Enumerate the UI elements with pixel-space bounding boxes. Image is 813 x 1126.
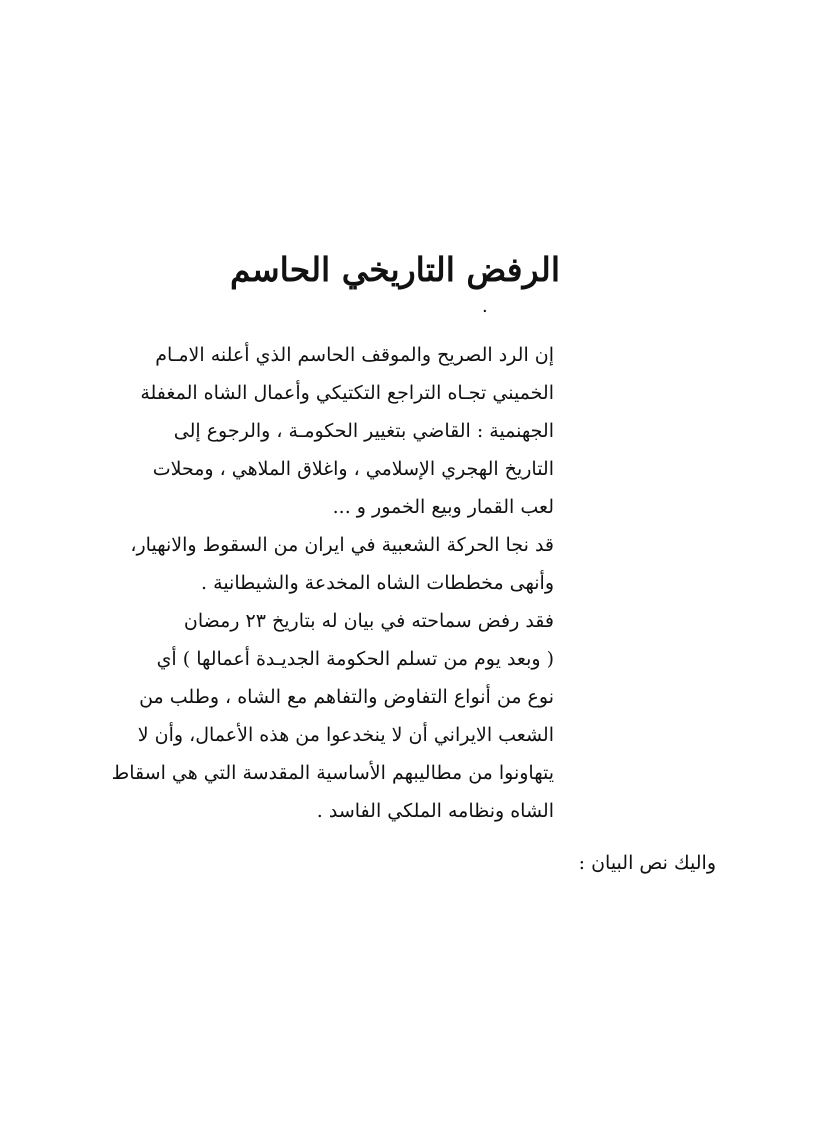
dot-mark: ٠ [480,300,490,321]
text-line: إن الرد الصريح والموقف الحاسم الذي أعلنه الامـام [155,344,554,366]
text-line: يتهاونوا من مطاليبهم الأساسية المقدسة التي هي اسقاط [111,762,554,784]
closing-line: واليك نص البيان : [578,852,716,874]
text-line: فقد رفض سماحته في بيان له بتاريخ ٢٣ رمضان [183,610,554,632]
text-line: التاريخ الهجري الإسلامي ، واغلاق الملاهي ، ومحلات [152,458,554,480]
page-title: الرفض التاريخي الحاسم [230,250,560,289]
text-line: وأنهى مخططات الشاه المخدعة والشيطانية . [201,572,554,594]
text-line: ( وبعد يوم من تسلم الحكومة الجديـدة أعمالها ) أي [156,648,554,670]
text-line: لعب القمار وبيع الخمور و ... [332,496,554,518]
text-line: قد نجا الحركة الشعبية في ايران من السقوط والانهيار، [130,534,554,556]
text-line: الجهنمية : القاضي بتغيير الحكومـة ، والرجوع إلى [173,420,554,442]
text-line: الخميني تجـاه التراجع التكتيكي وأعمال الشاه المغفلة [140,382,554,404]
text-line: الشعب الايراني أن لا ينخدعوا من هذه الأعمال، وأن لا [137,724,554,746]
body-text [111,336,554,830]
text-line: الشاه ونظامه الملكي الفاسد . [316,800,554,822]
text-line: نوع من أنواع التفاوض والتفاهم مع الشاه ، وطلب من [139,686,554,708]
